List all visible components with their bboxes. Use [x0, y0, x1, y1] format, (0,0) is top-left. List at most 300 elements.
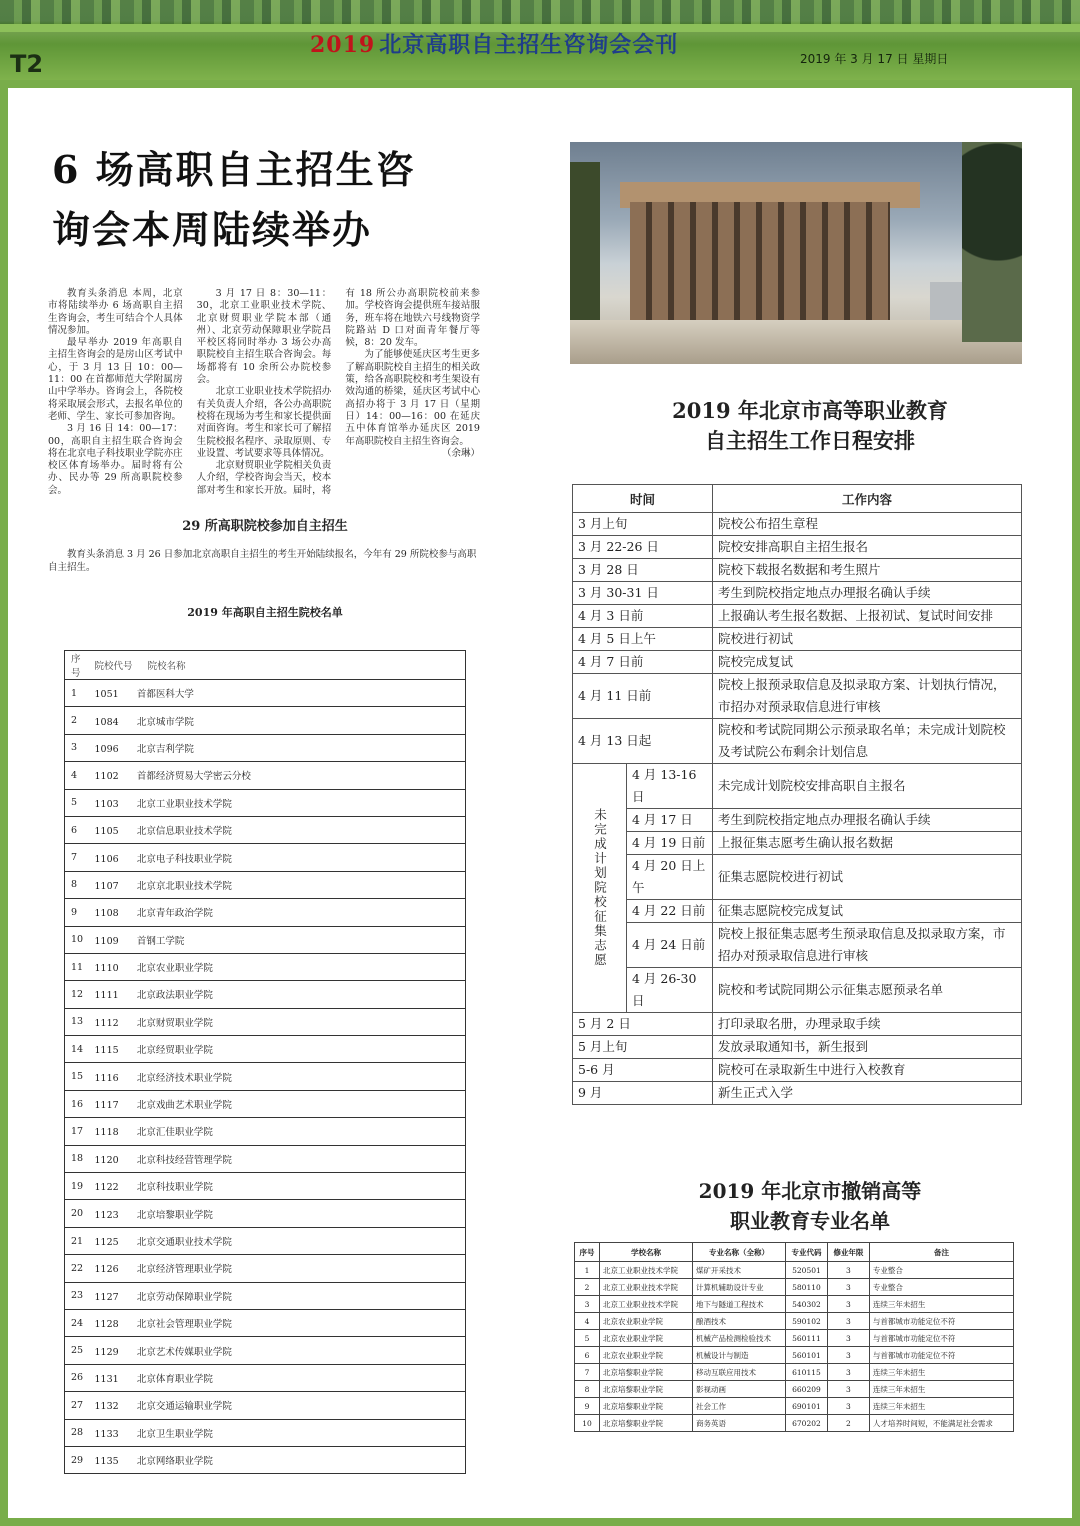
school-name: 北京科技经营管理学院	[136, 1154, 232, 1166]
table-row	[575, 1415, 1014, 1432]
school-code-name	[89, 1118, 466, 1145]
school-name: 北京社会管理职业学院	[136, 1319, 232, 1331]
school-code: 1117	[94, 1100, 119, 1112]
revoked-cell: 与首都城市功能定位不符	[869, 1313, 1013, 1330]
schedule-row	[573, 605, 1022, 628]
schedule-time: 4 月 13-16 日	[627, 764, 713, 809]
schedule-work: 新生正式入学	[713, 1082, 1022, 1105]
revoked-cell: 地下与隧道工程技术	[692, 1296, 785, 1313]
table-row	[65, 844, 466, 871]
school-code-name	[89, 707, 466, 734]
school-name: 北京劳动保障职业学院	[136, 1291, 232, 1303]
table-row	[65, 1446, 466, 1473]
school-name: 北京交通职业技术学院	[136, 1237, 232, 1248]
table-row	[65, 1392, 466, 1419]
table-row	[65, 1227, 466, 1254]
revoked-cell: 北京培黎职业学院	[599, 1381, 692, 1398]
school-code: 1126	[94, 1264, 119, 1276]
revoked-cell: 8	[575, 1381, 600, 1398]
school-name: 北京京北职业技术学院	[136, 880, 232, 892]
table-row	[65, 1337, 466, 1364]
revoked-cell: 2	[827, 1415, 869, 1432]
school-name: 北京经贸职业学院	[136, 1045, 213, 1057]
school-name: 北京科技职业学院	[136, 1182, 213, 1194]
table-row	[65, 1200, 466, 1227]
revoked-cell: 机械设计与制造	[692, 1347, 785, 1364]
masthead-title	[310, 28, 678, 59]
schedule-row	[573, 968, 1022, 1013]
schedule-table	[572, 484, 1022, 1105]
school-index: 6	[65, 816, 89, 843]
cell-spacer	[119, 1073, 137, 1084]
school-code-name	[89, 762, 466, 789]
school-index: 26	[65, 1364, 89, 1391]
table-row	[65, 1309, 466, 1336]
revoked-cell: 移动互联应用技术	[692, 1364, 785, 1381]
school-code: 1103	[94, 798, 119, 810]
table-row	[65, 953, 466, 980]
school-code: 1129	[94, 1346, 119, 1358]
header-cell-index: 序号	[65, 651, 89, 680]
revoked-header-cell: 专业名称（全称）	[692, 1243, 785, 1262]
headline	[52, 140, 492, 260]
schedule-row	[573, 628, 1022, 651]
revoked-cell: 560111	[785, 1330, 827, 1347]
header-cell-code: 院校代号	[94, 661, 133, 672]
schedule-work: 院校和考试院同期公示预录取名单；未完成计划院校及考试院公布剩余计划信息	[713, 719, 1022, 764]
masthead	[0, 0, 1080, 80]
revoked-cell: 计算机辅助设计专业	[692, 1279, 785, 1296]
revoked-header-cell: 修业年限	[827, 1243, 869, 1262]
school-code-name	[89, 680, 466, 707]
school-name: 北京经济管理职业学院	[136, 1264, 232, 1276]
school-index: 22	[65, 1255, 89, 1282]
table-row	[65, 1173, 466, 1200]
school-name: 北京培黎职业学院	[136, 1209, 213, 1221]
cell-spacer	[119, 1374, 137, 1385]
revoked-cell: 连续三年未招生	[869, 1381, 1013, 1398]
schedule-heading-line-1: 2019 年北京市高等职业教育	[672, 398, 948, 423]
revoked-cell: 3	[827, 1313, 869, 1330]
school-code-name	[89, 789, 466, 816]
cell-spacer	[119, 1045, 137, 1056]
sub-article-body: 教育头条消息 3 月 26 日参加北京高职自主招生的考生开始陆续报名，今年有 29 所院校参与高职自主招生。	[48, 549, 477, 573]
school-code: 1107	[94, 880, 119, 892]
schedule-work: 院校公布招生章程	[713, 513, 1022, 536]
school-code-name	[89, 844, 466, 871]
revoked-cell: 590102	[785, 1313, 827, 1330]
school-index: 25	[65, 1337, 89, 1364]
revoked-cell: 3	[827, 1364, 869, 1381]
school-code-name	[89, 1337, 466, 1364]
revoked-cell: 机械产品检测检验技术	[692, 1330, 785, 1347]
cell-spacer	[119, 1456, 137, 1467]
schedule-work: 考生到院校指定地点办理报名确认手续	[713, 809, 1022, 832]
cell-spacer	[119, 908, 137, 919]
revoked-cell: 580110	[785, 1279, 827, 1296]
schedule-time: 4 月 13 日起	[573, 719, 713, 764]
table-row	[575, 1279, 1014, 1296]
table-row	[65, 1419, 466, 1446]
table-row	[65, 762, 466, 789]
schedule-time: 5-6 月	[573, 1059, 713, 1082]
schedule-work: 考生到院校指定地点办理报名确认手续	[713, 582, 1022, 605]
school-index: 23	[65, 1282, 89, 1309]
schedule-work: 院校安排高职自主招生报名	[713, 536, 1022, 559]
revoked-cell: 连续三年未招生	[869, 1398, 1013, 1415]
school-index: 16	[65, 1090, 89, 1117]
school-code: 1125	[94, 1237, 119, 1248]
school-name: 北京网络职业学院	[136, 1456, 213, 1468]
school-index: 28	[65, 1419, 89, 1446]
school-code-name	[89, 926, 466, 953]
cell-spacer	[119, 799, 137, 810]
school-code: 1105	[94, 826, 119, 838]
table-row	[65, 1145, 466, 1172]
table-row	[575, 1381, 1014, 1398]
table-row	[65, 1118, 466, 1145]
school-code: 1102	[94, 771, 119, 783]
table-row	[65, 899, 466, 926]
school-name: 北京戏曲艺术职业学院	[136, 1100, 232, 1112]
school-code: 1131	[94, 1373, 119, 1385]
revoked-cell: 北京农业职业学院	[599, 1347, 692, 1364]
article-paragraph: 3 月 16 日 14：00—17：00，高职自主招生联合咨询会将在北京电子科技职业学院亦庄校区体育场举办。届时将有公办、民办等 29 所高职院校参会。	[48, 423, 183, 496]
schedule-work: 院校进行初试	[713, 628, 1022, 651]
cell-spacer	[119, 1018, 137, 1029]
masthead-title-text: 北京高职自主招生咨询会会刊	[379, 32, 679, 58]
school-code: 1128	[94, 1319, 119, 1331]
schedule-row	[573, 855, 1022, 900]
school-name: 北京体育职业学院	[136, 1373, 213, 1385]
revoked-cell: 北京培黎职业学院	[599, 1398, 692, 1415]
table-row	[65, 1036, 466, 1063]
school-index: 5	[65, 789, 89, 816]
revoked-cell: 影视动画	[692, 1381, 785, 1398]
cell-spacer	[119, 854, 137, 865]
cell-spacer	[119, 1100, 137, 1111]
revoked-cell: 专业整合	[869, 1279, 1013, 1296]
school-index: 7	[65, 844, 89, 871]
schedule-row	[573, 719, 1022, 764]
schedule-time: 4 月 3 日前	[573, 605, 713, 628]
school-index: 29	[65, 1446, 89, 1473]
revoked-heading-line-2: 职业教育专业名单	[730, 1209, 890, 1233]
school-index: 27	[65, 1392, 89, 1419]
cell-spacer	[119, 1182, 137, 1193]
schedule-heading-line-2: 自主招生工作日程安排	[705, 428, 915, 453]
revoked-heading-line-1: 2019 年北京市撤销高等	[698, 1179, 922, 1203]
revoked-cell: 5	[575, 1330, 600, 1347]
revoked-cell: 北京农业职业学院	[599, 1313, 692, 1330]
school-code: 1111	[94, 990, 119, 1002]
masthead-year: 2019	[310, 32, 376, 58]
cell-spacer	[119, 1292, 137, 1303]
school-code-name	[89, 1419, 466, 1446]
school-index: 2	[65, 707, 89, 734]
table-row	[575, 1330, 1014, 1347]
school-name: 首都医科大学	[136, 689, 194, 701]
school-code: 1112	[94, 1017, 119, 1029]
schedule-time: 3 月 28 日	[573, 559, 713, 582]
school-index: 19	[65, 1173, 89, 1200]
schedule-row	[573, 809, 1022, 832]
table-row	[65, 707, 466, 734]
cell-spacer	[119, 771, 137, 782]
school-index: 15	[65, 1063, 89, 1090]
school-code-name	[89, 1227, 466, 1254]
revoked-cell: 670202	[785, 1415, 827, 1432]
school-code: 1109	[94, 935, 119, 947]
schedule-time: 3 月 30-31 日	[573, 582, 713, 605]
school-code: 1132	[94, 1401, 119, 1413]
schedule-time: 4 月 19 日前	[627, 832, 713, 855]
schedule-work: 打印录取名册，办理录取手续	[713, 1013, 1022, 1036]
revoked-cell: 1	[575, 1262, 600, 1279]
table-row	[65, 1255, 466, 1282]
headline-line-2: 询会本周陆续举办	[52, 207, 373, 252]
cell-spacer	[119, 1237, 137, 1248]
cell-spacer	[119, 1347, 137, 1358]
school-index: 14	[65, 1036, 89, 1063]
revoked-cell: 3	[827, 1398, 869, 1415]
school-code: 1051	[94, 689, 119, 701]
header-cell-school: 院校名称	[147, 661, 186, 672]
schedule-row	[573, 651, 1022, 674]
revoked-cell: 连续三年未招生	[869, 1296, 1013, 1313]
school-code: 1118	[94, 1127, 119, 1139]
table-row	[65, 1063, 466, 1090]
school-name: 北京电子科技职业学院	[136, 853, 232, 865]
cell-spacer	[119, 1127, 137, 1138]
table-row	[65, 871, 466, 898]
school-code-name	[89, 1364, 466, 1391]
school-index: 9	[65, 899, 89, 926]
school-name: 北京农业职业学院	[136, 963, 213, 975]
school-code-name	[89, 1008, 466, 1035]
schedule-work: 院校下载报名数据和考生照片	[713, 559, 1022, 582]
revoked-cell: 北京工业职业技术学院	[599, 1279, 692, 1296]
revoked-cell: 连续三年未招生	[869, 1364, 1013, 1381]
table-row	[65, 734, 466, 761]
article-paragraph: 3 月 17 日 8：30—11：30，北京工业职业技术学院、北京财贸职业学院本部（通州）、北京劳动保障职业学院昌平校区将同时举办 3 场公办高职院校自主招生联合咨询会。每场都将有 10 余所公办院校参会。	[196, 288, 332, 386]
revoked-cell: 商务英语	[692, 1415, 785, 1432]
school-name: 首钢工学院	[136, 935, 185, 947]
school-code-name	[89, 734, 466, 761]
revoked-header-cell: 学校名称	[599, 1243, 692, 1262]
school-code-name	[89, 1036, 466, 1063]
schedule-time: 4 月 20 日上午	[627, 855, 713, 900]
school-list-heading: 2019 年高职自主招生院校名单	[187, 606, 343, 619]
photo-tree-right	[962, 142, 1022, 342]
school-code: 1084	[94, 716, 119, 728]
cell-spacer	[119, 1210, 137, 1221]
article-paragraph: 最早举办 2019 年高职自主招生咨询会的是房山区考试中心，于 3 月 13 日 10：00—11：00 在首都师范大学附属房山中学举办。咨询会上，各院校将采取展会形式，去报名单位的老师、学生、家长可参加咨询。	[48, 337, 183, 422]
table-row	[65, 789, 466, 816]
photo-tree-left	[570, 162, 600, 322]
article-paragraph: 教育头条消息 本周，北京市将陆续举办 6 场高职自主招生咨询会，考生可结合个人具体情况参加。	[48, 288, 183, 336]
cell-spacer	[119, 826, 137, 837]
schedule-work: 院校上报征集志愿考生预录取信息及拟录取方案，市招办对预录取信息进行审核	[713, 923, 1022, 968]
table-row	[65, 816, 466, 843]
revoked-cell: 3	[827, 1279, 869, 1296]
school-index: 13	[65, 1008, 89, 1035]
schedule-time: 4 月 24 日前	[627, 923, 713, 968]
schedule-row	[573, 900, 1022, 923]
revoked-cell: 3	[827, 1347, 869, 1364]
schedule-row	[573, 923, 1022, 968]
schedule-row	[573, 1036, 1022, 1059]
revoked-cell: 9	[575, 1398, 600, 1415]
school-code-name	[89, 1392, 466, 1419]
schedule-row	[573, 513, 1022, 536]
table-row	[65, 680, 466, 707]
school-name: 北京城市学院	[136, 716, 194, 728]
school-name: 北京信息职业技术学院	[136, 826, 232, 838]
table-row	[575, 1313, 1014, 1330]
school-list-table	[64, 650, 466, 1474]
revoked-cell: 6	[575, 1347, 600, 1364]
article-body	[48, 288, 480, 497]
cell-spacer	[119, 963, 137, 974]
revoked-cell: 540302	[785, 1296, 827, 1313]
revoked-cell: 北京培黎职业学院	[599, 1415, 692, 1432]
school-name: 北京交通运输职业学院	[136, 1401, 232, 1413]
cell-spacer	[119, 1264, 137, 1275]
school-code: 1133	[94, 1428, 119, 1440]
school-code-name	[89, 1200, 466, 1227]
school-name: 北京政法职业学院	[136, 990, 213, 1002]
tree-banner	[0, 0, 1080, 26]
table-row	[65, 1008, 466, 1035]
cell-spacer	[119, 990, 137, 1001]
school-code: 1116	[94, 1072, 119, 1084]
revoked-cell: 社会工作	[692, 1398, 785, 1415]
table-row	[575, 1347, 1014, 1364]
school-code-name	[89, 1173, 466, 1200]
cell-spacer	[119, 717, 137, 728]
school-code-name	[89, 1309, 466, 1336]
table-row	[65, 1090, 466, 1117]
revoked-cell: 690101	[785, 1398, 827, 1415]
revoked-cell: 2	[575, 1279, 600, 1296]
school-code: 1096	[94, 743, 119, 755]
revoked-header-cell: 序号	[575, 1243, 600, 1262]
school-name: 首都经济贸易大学密云分校	[136, 771, 251, 783]
schedule-time: 5 月 2 日	[573, 1013, 713, 1036]
revoked-cell: 人才培养时间短，不能满足社会需求	[869, 1415, 1013, 1432]
school-name: 北京汇佳职业学院	[136, 1127, 213, 1139]
revoked-cell: 10	[575, 1415, 600, 1432]
page-number: T2	[10, 50, 44, 78]
school-name: 北京吉利学院	[136, 743, 194, 755]
school-code-name	[89, 1145, 466, 1172]
revoked-cell: 北京工业职业技术学院	[599, 1296, 692, 1313]
revoked-cell: 酿酒技术	[692, 1313, 785, 1330]
revoked-majors-table	[574, 1242, 1014, 1432]
school-index: 1	[65, 680, 89, 707]
schedule-work: 上报征集志愿考生确认报名数据	[713, 832, 1022, 855]
school-index: 18	[65, 1145, 89, 1172]
school-code: 1115	[94, 1045, 119, 1057]
schedule-work: 征集志愿院校进行初试	[713, 855, 1022, 900]
school-code: 1122	[94, 1182, 119, 1194]
school-index: 3	[65, 734, 89, 761]
schedule-work: 发放录取通知书，新生报到	[713, 1036, 1022, 1059]
schedule-time: 3 月 22-26 日	[573, 536, 713, 559]
photo-ground	[570, 320, 1022, 364]
table-row	[575, 1364, 1014, 1381]
cell-spacer	[119, 744, 137, 755]
cell-spacer	[119, 936, 137, 947]
schedule-header-time: 时间	[573, 485, 713, 513]
school-code: 1127	[94, 1291, 119, 1303]
school-name: 北京青年政治学院	[136, 908, 213, 920]
school-index: 20	[65, 1200, 89, 1227]
revoked-cell: 北京农业职业学院	[599, 1330, 692, 1347]
schedule-row	[573, 582, 1022, 605]
schedule-work: 上报确认考生报名数据、上报初试、复试时间安排	[713, 605, 1022, 628]
cell-spacer	[119, 881, 137, 892]
school-code: 1108	[94, 908, 119, 920]
schedule-row	[573, 674, 1022, 719]
table-row	[575, 1262, 1014, 1279]
school-index: 11	[65, 953, 89, 980]
revoked-cell: 3	[827, 1330, 869, 1347]
schedule-work: 院校上报预录取信息及拟录取方案、计划执行情况，市招办对预录取信息进行审核	[713, 674, 1022, 719]
schedule-row	[573, 1059, 1022, 1082]
revoked-cell: 660209	[785, 1381, 827, 1398]
school-code-name	[89, 1090, 466, 1117]
school-name: 北京经济技术职业学院	[136, 1072, 232, 1084]
cell-spacer	[119, 689, 137, 700]
revoked-cell: 与首都城市功能定位不符	[869, 1330, 1013, 1347]
cell-spacer	[119, 1429, 137, 1440]
photo-building	[630, 202, 890, 322]
revoked-cell: 3	[827, 1381, 869, 1398]
revoked-header-cell: 专业代码	[785, 1243, 827, 1262]
schedule-work: 征集志愿院校完成复试	[713, 900, 1022, 923]
cell-spacer	[119, 1319, 137, 1330]
schedule-work: 院校和考试院同期公示征集志愿预录名单	[713, 968, 1022, 1013]
schedule-row	[573, 764, 1022, 809]
schedule-time: 4 月 22 日前	[627, 900, 713, 923]
schedule-time: 4 月 26-30 日	[627, 968, 713, 1013]
school-index: 21	[65, 1227, 89, 1254]
revoked-cell: 专业整合	[869, 1262, 1013, 1279]
schedule-time: 4 月 11 日前	[573, 674, 713, 719]
schedule-work: 未完成计划院校安排高职自主报名	[713, 764, 1022, 809]
revoked-cell: 与首都城市功能定位不符	[869, 1347, 1013, 1364]
school-index: 12	[65, 981, 89, 1008]
table-row	[65, 981, 466, 1008]
school-code-name	[89, 981, 466, 1008]
schedule-row	[573, 536, 1022, 559]
school-index: 24	[65, 1309, 89, 1336]
cell-spacer	[119, 1401, 137, 1412]
school-index: 8	[65, 871, 89, 898]
schedule-row	[573, 559, 1022, 582]
revoked-cell: 7	[575, 1364, 600, 1381]
school-code-name	[89, 899, 466, 926]
table-row	[65, 1282, 466, 1309]
revoked-heading	[600, 1176, 1020, 1236]
revoked-cell: 610115	[785, 1364, 827, 1381]
schedule-time: 3 月上旬	[573, 513, 713, 536]
revoked-cell: 3	[827, 1262, 869, 1279]
revoked-cell: 煤矿开采技术	[692, 1262, 785, 1279]
revoked-header-cell: 备注	[869, 1243, 1013, 1262]
